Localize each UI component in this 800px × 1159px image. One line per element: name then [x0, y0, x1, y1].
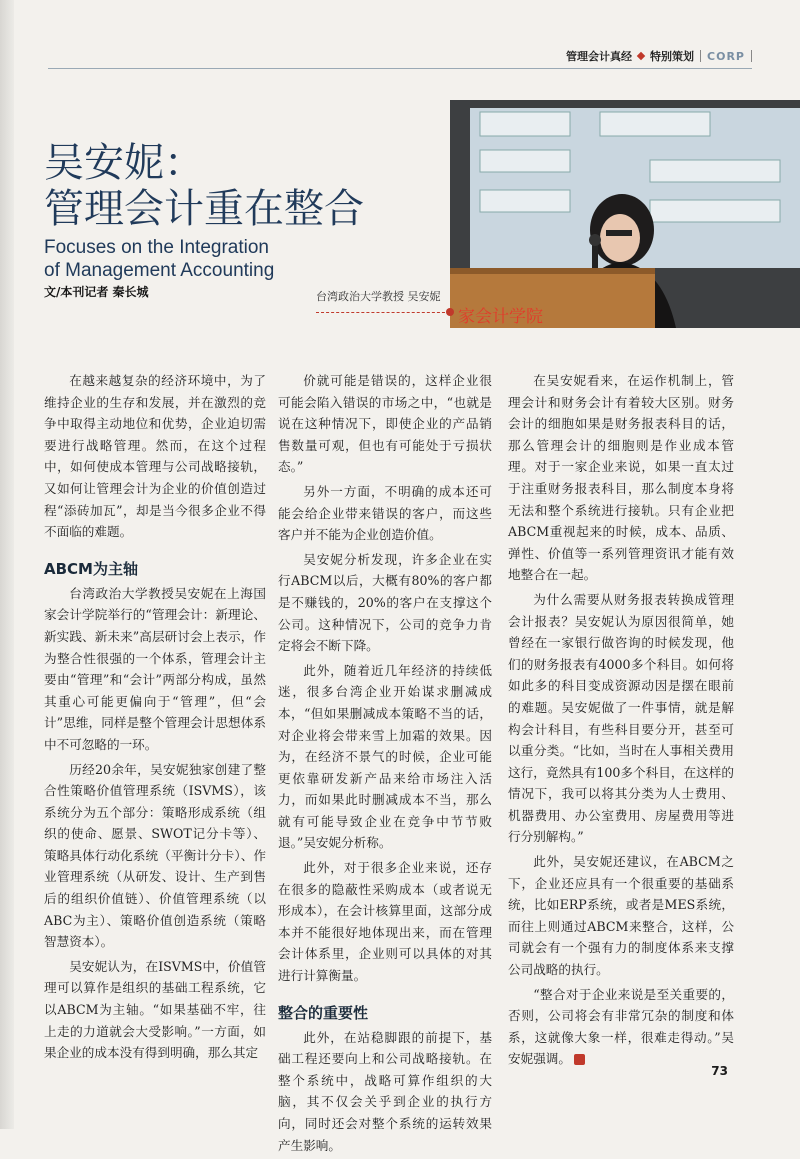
paragraph: 价就可能是错误的，这样企业很可能会陷入错误的市场之中，“也就是说在这种情况下，即使企业的产品销售数量可观，但也有可能处于亏损状态。” — [278, 373, 492, 475]
podium-text: 家会计学院 — [458, 307, 543, 327]
speaker-photo — [450, 100, 800, 328]
column-2 — [278, 370, 492, 1159]
column-1 — [44, 370, 266, 1067]
caption-dot-icon — [446, 308, 454, 316]
running-header — [566, 48, 752, 64]
page-binding-edge — [0, 0, 14, 1129]
paragraph: 在吴安妮看来，在运作机制上，管理会计和财务会计有着较大区别。财务会计的细胞如果是财务报表科目的话，那么管理会计的细胞则是作业成本管理。对于一家企业来说，如果一直太过于注重财务报表科目，那么制度本身将无法和整个系统进行接轨。只有企业把ABCM重视起来的时候，成本、品质、弹性、价值等一系列管理资讯才能有效地整合在一起。 — [508, 373, 734, 583]
title-en-line-1: Focuses on the Integration — [44, 237, 269, 258]
paragraph: 为什么需要从财务报表转换成管理会计报表？吴安妮认为原因很简单，她曾经在一家银行做咨询的时候发现，他们的财务报表有4000多个科目。如何将如此多的科目变成资源动因是摆在眼前的难题。吴安妮做了一件事情，就是解构会计科目，有些科目要分开，甚至可以重分类。“比如，当时在人事相关费用这行，竟然具有100多个科目，在这样的情况下，我可以将其分类为人士费用、机器费用、办公室费用、房屋费用等进行分别解构。” — [508, 591, 734, 845]
paragraph: 此外，对于很多企业来说，还存在很多的隐蔽性采购成本（或者说无形成本），在会计核算里面，这部分成本并不能很好地体现出来，而在管理会计体系里，企业则可以具体的对其进行计算衡量。 — [278, 860, 492, 984]
paragraph: 台湾政治大学教授吴安妮在上海国家会计学院举行的“管理会计：新理论、新实践、新未来”高层研讨会上表示，作为整合性很强的一个体系，管理会计主要由“管理”和“会计”两部分构成，虽然其重心可能更偏向于“管理”，但“会计”思维，同样是整个管理会计思想体系中不可忽略的一环。 — [44, 585, 266, 752]
end-mark-icon — [574, 1054, 585, 1065]
byline: 文/本刊记者 秦长城 — [44, 285, 149, 299]
brand-label: CORP — [707, 49, 745, 63]
paragraph-text: “整合对于企业来说是至关重要的，否则，公司将会有非常冗杂的制度和体系，这就像大象一样，很难走得动。”吴安妮强调。 — [508, 986, 734, 1067]
photo-caption: 台湾政治大学教授 吴安妮 — [316, 290, 441, 303]
diamond-icon — [637, 52, 645, 60]
caption-leader-line — [316, 312, 450, 313]
paragraph — [508, 984, 734, 1070]
paragraph: 在越来越复杂的经济环境中，为了维持企业的生存和发展，并在激烈的竞争中取得主动地位和优势，企业迫切需要进行战略管理。然而，在这个过程中，如何使成本管理与公司战略接轨，又如何让管理会计为企业的价值创造过程“添砖加瓦”，却是当今很多企业不得不面临的难题。 — [44, 373, 266, 540]
section-heading: 整合的重要性 — [278, 1003, 369, 1022]
column-3 — [508, 370, 734, 1073]
paragraph: 吴安妮分析发现，许多企业在实行ABCM以后，大概有80%的客户都是不赚钱的，20%的客户在支撑这个公司。这种情况下，公司的竞争力肯定将会不断下降。 — [278, 551, 492, 654]
divider — [700, 50, 701, 62]
title-en-line-2: of Management Accounting — [44, 260, 275, 281]
paragraph: 吴安妮认为，在ISVMS中，价值管理可以算作是组织的基础工程系统，它以ABCM为主轴。“如果基础不牢，往上走的力道就会大受影响。”一方面，如果企业的成本没有得到明确，那么其定 — [44, 958, 266, 1061]
title-chinese — [44, 140, 364, 232]
page-number: 73 — [711, 1064, 728, 1078]
paragraph: 此外，随着近几年经济的持续低迷，很多台湾企业开始谋求删减成本，“但如果删减成本策略不当的话，对企业将会带来雪上加霜的效果。因为，在经济不景气的时候，企业可能更依靠研发新产品来给市场注入活力，而如果此时删减成本不当，那么就有可能导致企业在竞争中节节败退。”吴安妮分析称。 — [278, 662, 492, 851]
paragraph: 此外，吴安妮还建议，在ABCM之下，企业还应具有一个很重要的基础系统，比如ERP系统，或者是MES系统，而往上则通过ABCM来整合，这样，公司就会有一个强有力的制度体系来支撑公司战略的执行。 — [508, 854, 734, 978]
divider — [751, 50, 752, 62]
section-label: 特别策划 — [650, 50, 695, 63]
title-english — [44, 236, 274, 282]
paragraph: 此外，在站稳脚跟的前提下，基础工程还要向上和公司战略接轨。在整个系统中，战略可算作组织的大脑，其不仅会关乎到企业的执行方向，同时还会对整个系统的运转效果产生影响。 — [278, 1029, 492, 1153]
header-rule — [48, 68, 752, 69]
paragraph: 另外一方面，不明确的成本还可能会给企业带来错误的客户，而这些客户并不能为企业创造价值。 — [278, 483, 492, 543]
title-line-2: 管理会计重在整合 — [44, 186, 364, 232]
title-line-1: 吴安妮： — [44, 140, 204, 186]
section-heading: ABCM为主轴 — [44, 559, 138, 578]
magazine-title: 管理会计真经 — [566, 50, 633, 63]
paragraph: 历经20余年，吴安妮独家创建了整合性策略价值管理系统（ISVMS），该系统分为五个部分：策略形成系统（组织的使命、愿景、SWOT记分卡等）、策略具体行动化系统（平衡计分卡）、作业管理系统（从研发、设计、生产到售后的组织价值链）、价值管理系统（以ABC为主）、策略价值创造系统（策略智慧资本）。 — [44, 761, 266, 950]
